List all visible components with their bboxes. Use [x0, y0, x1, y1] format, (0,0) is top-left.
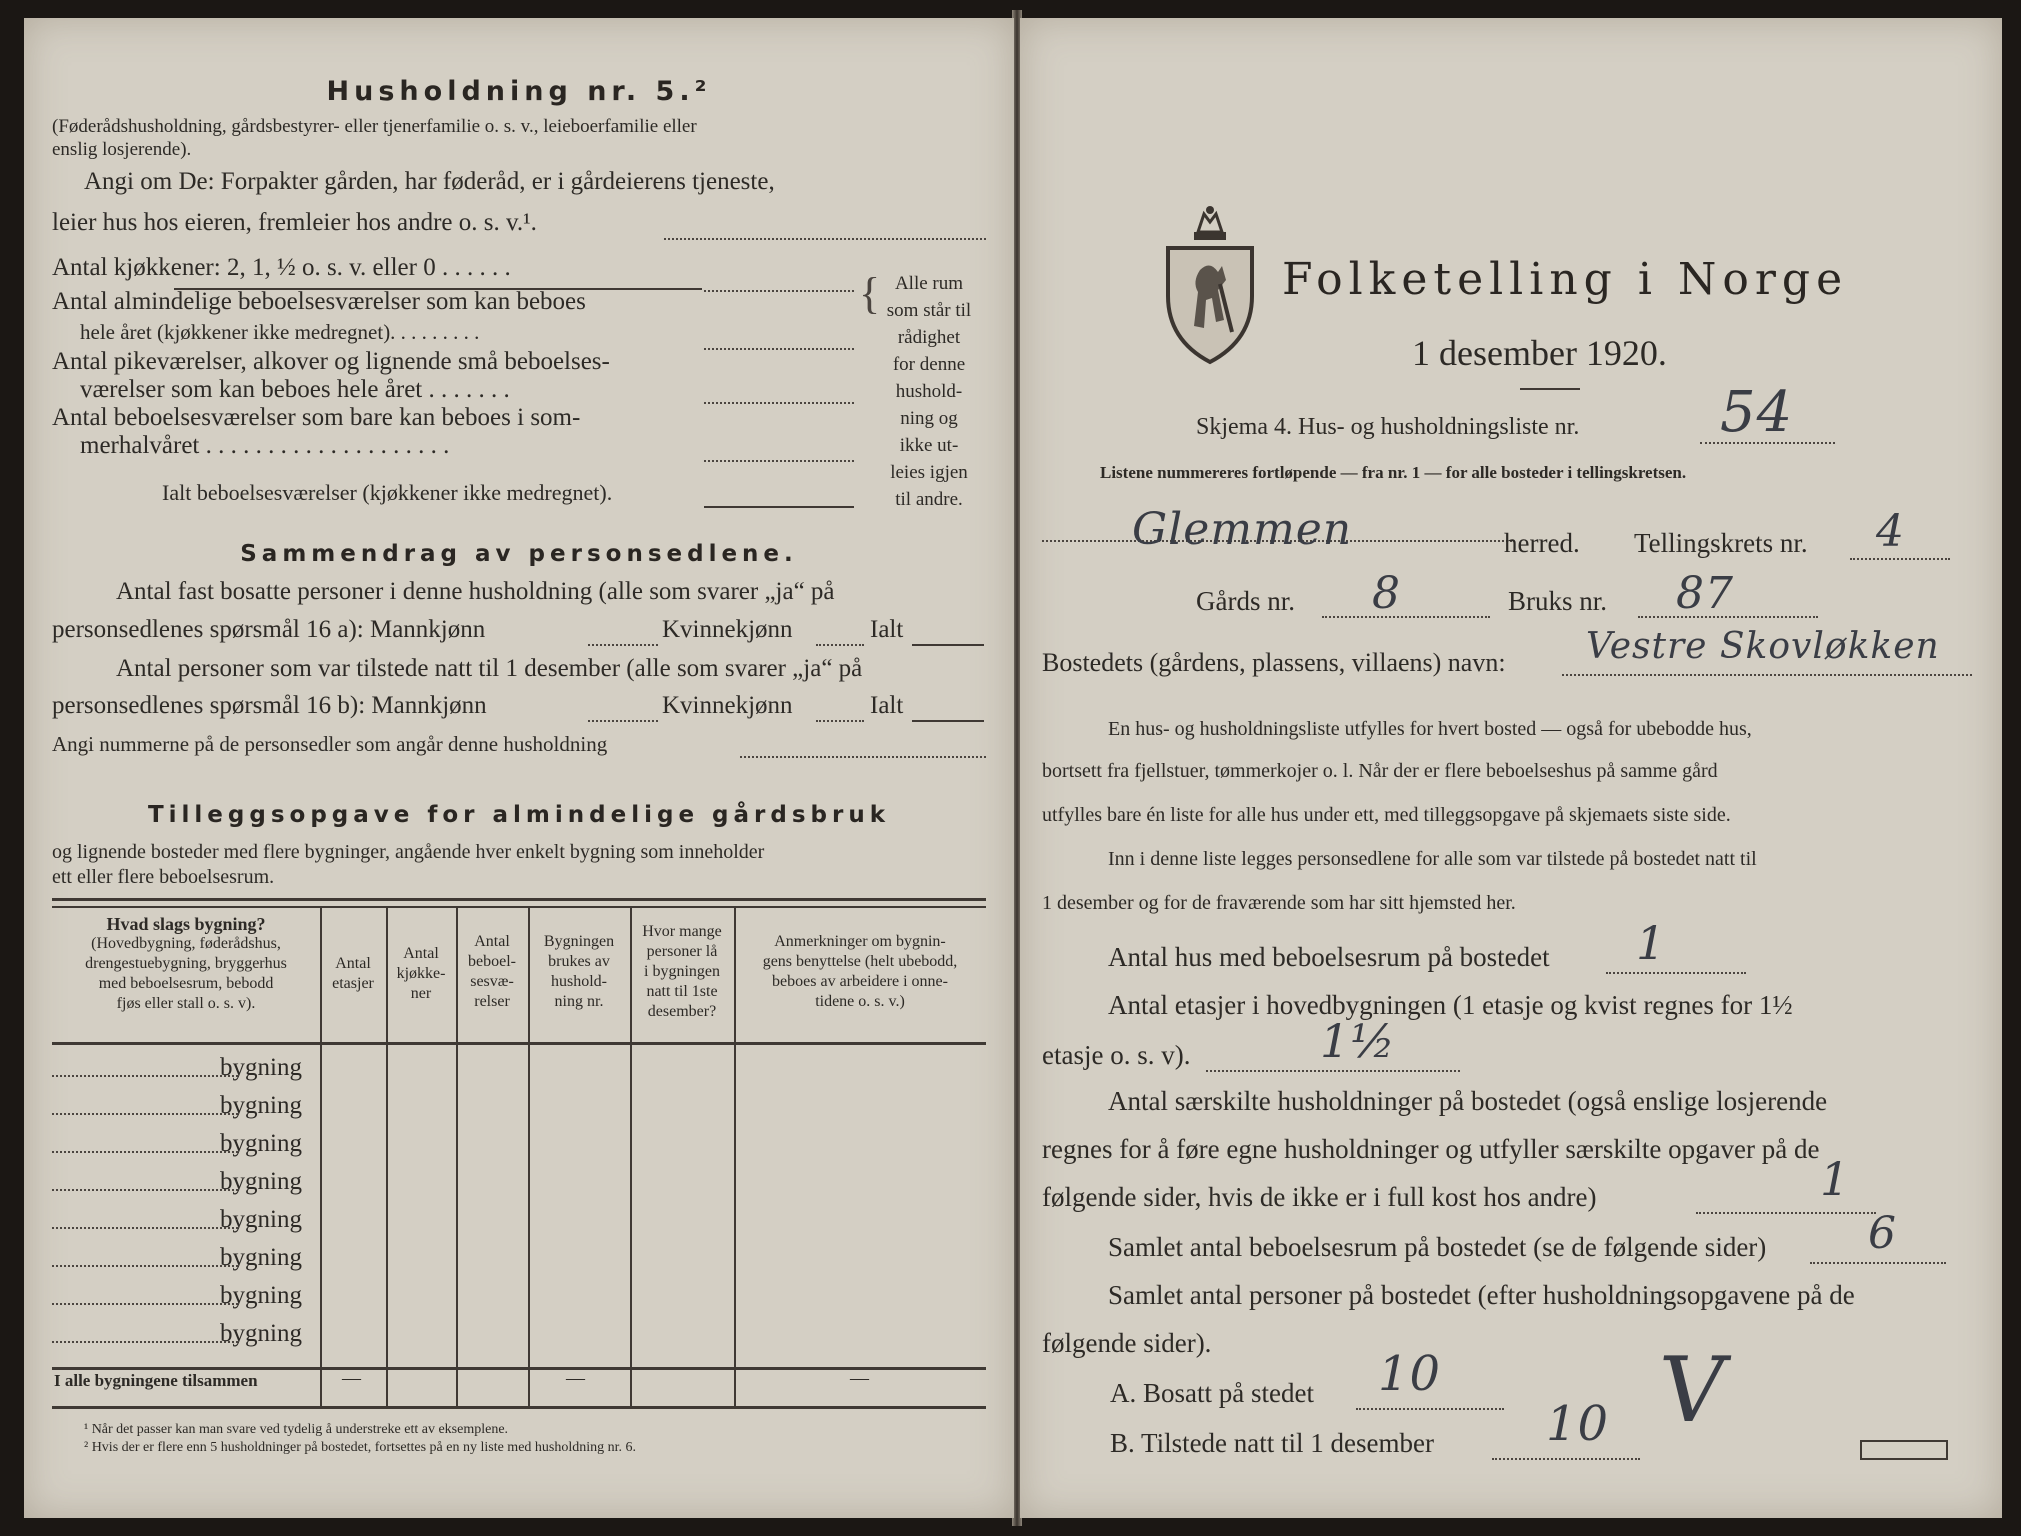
answer-line	[1492, 1458, 1640, 1460]
row-blank	[52, 1189, 238, 1191]
answer-line	[704, 460, 854, 462]
table-total-label: I alle bygningene tilsammen	[54, 1371, 258, 1390]
summary-female-2: Kvinnekjønn	[662, 692, 793, 719]
brace: {	[859, 269, 881, 318]
summary-line-3: Antal personer som var tilstede natt til 1 desember (alle som svarer „ja“ på	[116, 655, 863, 682]
answer-line	[704, 290, 854, 292]
answer-line	[588, 644, 658, 646]
table-top-rule	[52, 898, 986, 901]
q-etasjer-line-2: etasje o. s. v).	[1042, 1040, 1191, 1070]
footnote-1: ¹ Når det passer kan man svare ved tydelig å understreke ett av eksemplene.	[84, 1422, 509, 1437]
summary-total-2: Ialt	[870, 692, 904, 719]
tillegg-line-1: og lignende bosteder med flere bygninger, angående hver enkelt bygning som inneholder	[52, 841, 765, 863]
q-rum-label: Samlet antal beboelsesrum på bostedet (se de følgende sider)	[1108, 1232, 1767, 1262]
table-row: bygning	[220, 1206, 302, 1233]
table-row: bygning	[220, 1054, 302, 1081]
row-blank	[52, 1227, 238, 1229]
herred-value: Glemmen	[1132, 504, 1353, 555]
bruks-value: 87	[1676, 568, 1734, 619]
answer-line	[1606, 972, 1746, 974]
answer-line	[664, 238, 986, 240]
answer-line	[1562, 674, 1972, 676]
summary-title: Sammendrag av personsedlene.	[240, 541, 798, 567]
footnote-2: ² Hvis der er flere enn 5 husholdninger på bostedet, fortsettes på en ny liste med husholdning nr. 6.	[84, 1440, 637, 1455]
b-value: 10	[1546, 1396, 1610, 1452]
intro-line-1: (Føderådshusholdning, gårdsbestyrer- eller tjenerfamilie o. s. v., leieboerfamilie eller	[52, 116, 697, 137]
answer-line	[1696, 1212, 1876, 1214]
q-sers-line-2: regnes for å føre egne husholdninger og utfyller særskilte opgaver på de	[1042, 1134, 1820, 1164]
census-date: 1 desember 1920.	[1412, 333, 1667, 373]
bosted-value: Vestre Skovløkken	[1586, 626, 1940, 667]
q-hus-label: Antal hus med beboelsesrum på bostedet	[1108, 942, 1550, 972]
th-household: Bygningen brukes av hushold- ning nr.	[543, 933, 615, 1010]
answer-line	[704, 348, 854, 350]
answer-line	[704, 402, 854, 404]
household-title: Husholdning nr. 5.²	[326, 76, 712, 107]
answer-line	[1206, 1070, 1460, 1072]
table-row: bygning	[220, 1092, 302, 1119]
side-note: Alle rum som står til rådighet for denne hushold- ning og ikke ut- leies igjen til andre.	[886, 273, 972, 510]
answer-line	[1810, 1262, 1946, 1264]
rooms-summer: Antal beboelsesværelser som bare kan beboes i som-	[52, 404, 581, 431]
schema-label: Skjema 4. Hus- og husholdningsliste nr.	[1196, 414, 1580, 440]
coat-of-arms-icon	[1160, 200, 1260, 370]
row-blank	[52, 1151, 238, 1153]
q-sers-value: 1	[1820, 1152, 1851, 1206]
summary-line-1: Antal fast bosatte personer i denne husholdning (alle som svarer „ja“ på	[116, 578, 835, 605]
instruction-3: utfylles bare én liste for alle hus under ett, med tilleggsopgave på skjemaets siste side.	[1042, 804, 1731, 826]
row-blank	[52, 1265, 238, 1267]
instruction-4: Inn i denne liste legges personsedlene for alle som var tilstede på bostedet natt til	[1108, 848, 1757, 870]
a-label: A. Bosatt på stedet	[1110, 1378, 1314, 1408]
gards-label: Gårds nr.	[1196, 586, 1295, 616]
tillegg-line-2: ett eller flere beboelsesrum.	[52, 866, 275, 888]
row-blank	[52, 1341, 238, 1343]
total-dash: —	[850, 1368, 869, 1389]
q-etasjer-line-1: Antal etasjer i hovedbygningen (1 etasje og kvist regnes for 1½	[1108, 990, 1793, 1020]
printer-stamp	[1860, 1440, 1948, 1460]
intro-line-2: enslig losjerende).	[52, 139, 192, 160]
tillegg-title: Tilleggsopgave for almindelige gårdsbruk	[147, 802, 891, 828]
th-floors: Antal etasjer	[332, 955, 374, 992]
rooms-ordinary-2: hele året (kjøkkener ikke medregnet). . . . . . . . .	[80, 320, 480, 344]
total-dash: —	[566, 1368, 585, 1389]
answer-line	[912, 720, 984, 722]
q-pers-line-1: Samlet antal personer på bostedet (efter husholdningsopgavene på de	[1108, 1280, 1855, 1310]
instruction-5: 1 desember og for de fraværende som har sitt hjemsted her.	[1042, 892, 1516, 914]
a-value: 10	[1378, 1346, 1442, 1402]
summary-line-4: personsedlenes spørsmål 16 b): Mannkjønn	[52, 692, 487, 719]
summary-total-1: Ialt	[870, 616, 904, 643]
th-rooms: Antal beboel- sesvæ- relser	[468, 933, 516, 1010]
table-top-rule-2	[52, 906, 986, 908]
rooms-total: Ialt beboelsesværelser (kjøkkener ikke medregnet).	[162, 480, 613, 505]
th-kitchens: Antal kjøkke- ner	[396, 945, 446, 1002]
rooms-small: Antal pikeværelser, alkover og lignende små beboelses-	[52, 348, 610, 375]
table-row: bygning	[220, 1168, 302, 1195]
answer-line	[1850, 558, 1950, 560]
table-row: bygning	[220, 1244, 302, 1271]
th-persons: Hvor mange personer lå i bygningen natt til 1ste desember?	[642, 923, 722, 1020]
intro-line-4: leier hus hos eieren, fremleier hos andre o. s. v.¹.	[52, 209, 537, 236]
table-header-rule	[52, 1042, 986, 1045]
answer-line	[912, 644, 984, 646]
answer-line	[740, 756, 986, 758]
intro-line-3: Angi om De: Forpakter gården, har føderåd, er i gårdeierens tjeneste,	[84, 168, 775, 195]
answer-line	[588, 720, 658, 722]
answer-line	[1356, 1408, 1504, 1410]
table-total-rule	[52, 1367, 986, 1370]
bruks-label: Bruks nr.	[1508, 586, 1608, 616]
th-remarks: Anmerkninger om bygnin- gens benyttelse (helt ubebodd, beboes av arbeidere i onne- tidene o. s. v.)	[762, 933, 958, 1010]
row-blank	[52, 1075, 238, 1077]
answer-line	[816, 644, 864, 646]
rooms-ordinary: Antal almindelige beboelsesværelser som kan beboes	[52, 288, 586, 315]
q-hus-value: 1	[1636, 916, 1667, 970]
left-page	[24, 18, 1014, 1518]
th-building-type: Hvad slags bygning? (Hovedbygning, føderådshus, drengestuebygning, bryggerhus med beboelsesrum, bebodd fjøs eller stall o. s. v).	[85, 914, 287, 1012]
table-bottom-rule	[52, 1406, 986, 1409]
bosted-label: Bostedets (gårdens, plassens, villaens) navn:	[1042, 648, 1506, 677]
q-sers-line-3: følgende sider, hvis de ikke er i full kost hos andre)	[1042, 1182, 1597, 1212]
total-dash: —	[342, 1368, 361, 1389]
rooms-kitchens: Antal kjøkkener: 2, 1, ½ o. s. v. eller 0 . . . . . .	[52, 254, 511, 281]
census-title: Folketelling i Norge	[1282, 254, 1849, 305]
table-row: bygning	[220, 1130, 302, 1157]
answer-line	[1322, 616, 1490, 618]
instruction-2: bortsett fra fjellstuer, tømmerkojer o. l. Når der er flere beboelseshus på samme gård	[1042, 760, 1718, 782]
rooms-small-2: værelser som kan beboes hele året . . . . . . .	[80, 376, 510, 403]
row-blank	[52, 1303, 238, 1305]
krets-label: Tellingskrets nr.	[1634, 528, 1808, 558]
q-sers-line-1: Antal særskilte husholdninger på bostedet (også enslige losjerende	[1108, 1086, 1828, 1116]
table-row: bygning	[220, 1320, 302, 1347]
gards-value: 8	[1372, 568, 1401, 619]
answer-line	[816, 720, 864, 722]
summary-female-1: Kvinnekjønn	[662, 616, 793, 643]
summary-line-5: Angi nummerne på de personsedler som angår denne husholdning	[52, 732, 608, 756]
answer-line	[704, 506, 854, 508]
numbering-note: Listene nummereres fortløpende — fra nr. 1 — for alle bosteder i tellingskretsen.	[1100, 463, 1687, 482]
herred-label: herred.	[1504, 528, 1580, 558]
right-page	[1020, 18, 2002, 1518]
q-rum-value: 6	[1868, 1208, 1897, 1259]
q-etasjer-value: 1½	[1320, 1014, 1396, 1068]
table-row: bygning	[220, 1282, 302, 1309]
rooms-summer-2: merhalvåret . . . . . . . . . . . . . . . . . . . .	[80, 432, 450, 459]
schema-number: 54	[1720, 380, 1794, 445]
title-rule	[1520, 388, 1580, 390]
row-blank	[52, 1113, 238, 1115]
b-label: B. Tilstede natt til 1 desember	[1110, 1428, 1434, 1458]
check-mark: V	[1652, 1338, 1734, 1443]
krets-value: 4	[1876, 506, 1905, 557]
q-pers-line-2: følgende sider).	[1042, 1328, 1212, 1358]
summary-line-2: personsedlenes spørsmål 16 a): Mannkjønn	[52, 616, 486, 643]
instruction-1: En hus- og husholdningsliste utfylles for hvert bosted — også for ubebodde hus,	[1108, 718, 1752, 740]
